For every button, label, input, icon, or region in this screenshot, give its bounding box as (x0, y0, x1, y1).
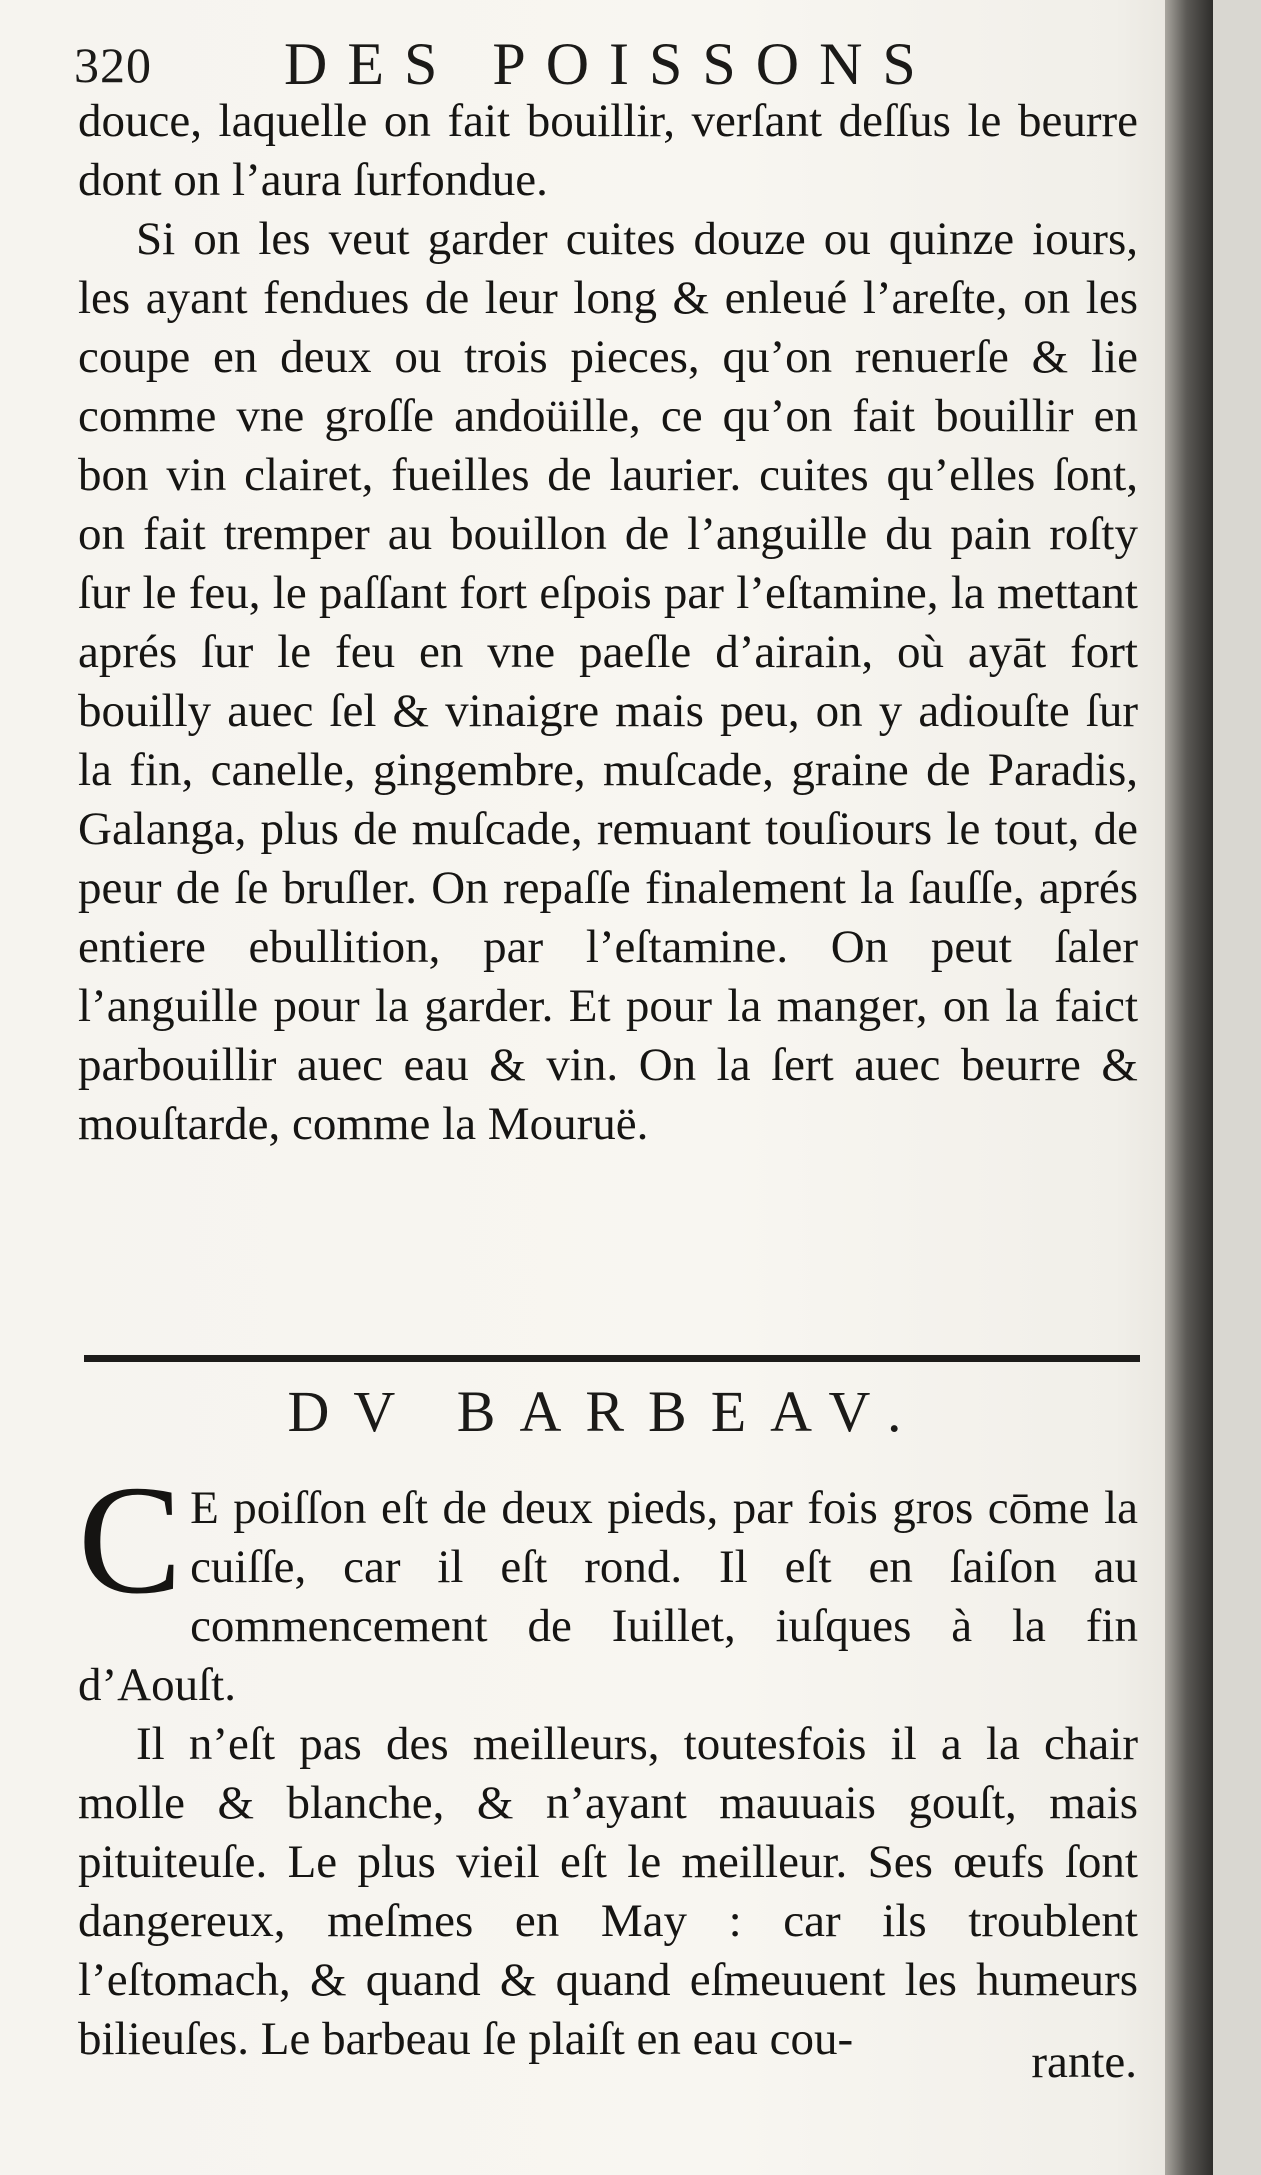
binding-gutter (1165, 0, 1213, 2175)
section-2-text (78, 1453, 1138, 2069)
paragraph (78, 1453, 1138, 1715)
page-number: 320 (74, 37, 152, 93)
paragraph: Si on les veut garder cuites douze ou quinze iours, les ayant fendues de leur long & enleué l’areſte, on les coupe en deux ou trois pieces, qu’on renuerſe & lie comme vne groſſe andoüille, ce qu’on fait bouillir en bon vin clairet, fueilles de laurier. cuites qu’elles ſont, on fait tremper au bouillon de l’anguille du pain roſty ſur le feu, le paſſant fort eſpois par l’eſtamine, la mettant aprés ſur le feu en vne paeſle d’airain, où ayāt fort bouilly auec ſel & vinaigre mais peu, on y adiouſte ſur la fin, canelle, gingembre, muſcade, graine de Paradis, Galanga, plus de muſcade, remuant touſiours le tout, de peur de ſe bruſler. On repaſſe finalement la ſauſſe, aprés entiere ebullition, par l’eſtamine. On peut ſaler l’anguille pour la garder. Et pour la manger, on la faict parbouillir auec eau & vin. On la ſert auec beurre & mouſtarde, comme la Mouruë. (78, 213, 1138, 1150)
final-line: rante. (1031, 2036, 1137, 2088)
section-divider (84, 1355, 1140, 1362)
paragraph: douce, laquelle on fait bouillir, verſant deſſus le beurre dont on l’aura ſurfondue. (78, 95, 1138, 206)
drop-cap: C (78, 1453, 183, 1626)
running-head: DES POISSONS (284, 31, 936, 97)
section-title: DV BARBEAV. (287, 1379, 926, 1444)
paragraph: Il n’eſt pas des meilleurs, toutesfois il a la chair molle & blanche, & n’ayant mauuais gouſt, mais pituiteuſe. Le plus vieil eſt le meilleur. Ses œufs ſont dangereux, meſmes en May : car ils troublent l’eſtomach, & quand & quand eſmeuuent les humeurs bilieuſes. Le barbeau ſe plaiſt en eau cou- (78, 1718, 1138, 2065)
section-1-text (78, 92, 1138, 1154)
paragraph-body: E poiſſon eſt de deux pieds, par fois gros cōme la cuiſſe, car il eſt rond. Il eſt en ſaiſon au commencement de Iuillet, iuſques à la fin d’Aouſt. (78, 1482, 1138, 1711)
